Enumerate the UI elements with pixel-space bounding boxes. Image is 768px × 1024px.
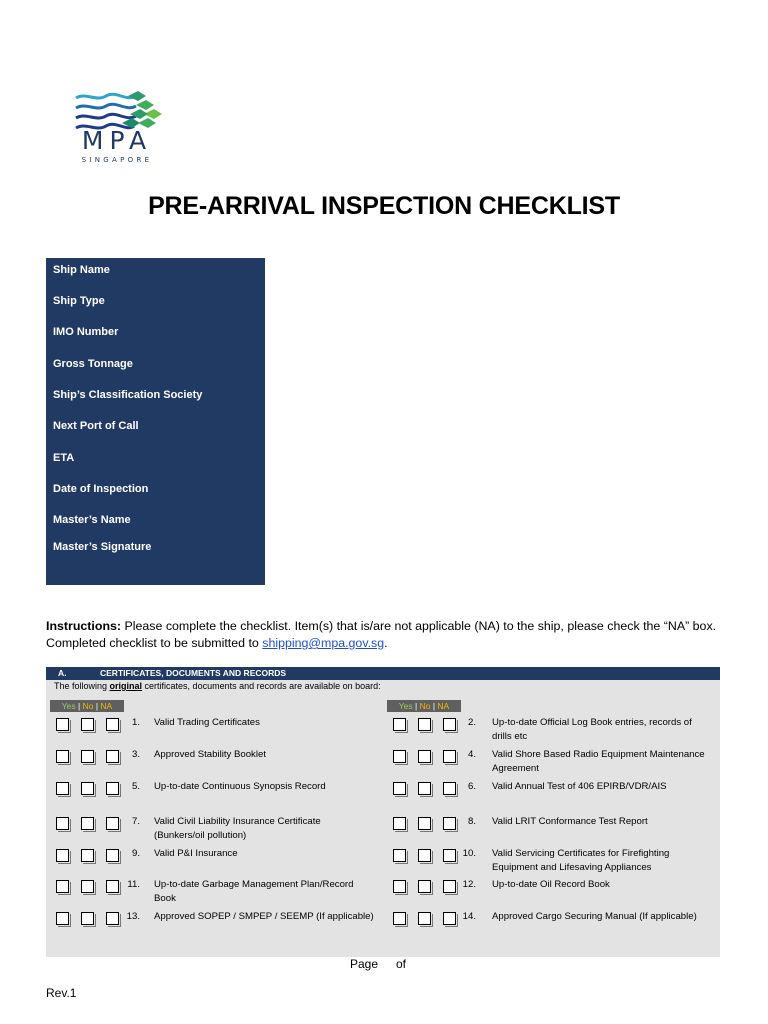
checkbox-yes[interactable] [393,718,406,731]
checkbox-no[interactable] [418,880,431,893]
section-intro [54,681,381,691]
item-text: Valid Servicing Certificates for Firefighting Equipment and Lifesaving Appliances [492,848,670,873]
yes-label: Yes [61,701,76,711]
checkbox-no[interactable] [81,782,94,795]
checkbox-yes[interactable] [393,782,406,795]
checkbox-yes[interactable] [56,849,69,862]
item-number: 6. [467,781,476,792]
checkbox-yes[interactable] [56,880,69,893]
checkbox-no[interactable] [418,849,431,862]
checkbox-no[interactable] [81,912,94,925]
checkbox-yes[interactable] [56,718,69,731]
instructions-end: . [384,636,388,650]
separator: | [75,701,83,711]
ship-field-label: Ship Name [53,264,110,276]
ship-field-label: Master’s Signature [53,541,152,553]
yes-label: Yes [398,701,413,711]
instructions-text: Please complete the checklist. Item(s) that is/are not applicable (NA) to the ship, please check the “NA” box. Completed checklist to be submitted to [46,619,717,650]
instructions [46,618,726,652]
yes-no-na-header [387,700,461,712]
revision: Rev.1 [46,986,77,1000]
checkbox-no[interactable] [81,849,94,862]
intro-text: certificates, documents and records are available on board: [142,681,381,691]
item-text: Approved SOPEP / SMPEP / SEEMP (If applicable) [154,911,374,922]
item-number: 4. [467,749,476,760]
section-letter: A. [58,668,67,678]
no-label: No [419,701,431,711]
item-number: 8. [467,816,476,827]
checkbox-no[interactable] [81,718,94,731]
item-number: 2. [467,717,476,728]
checkbox-yes[interactable] [393,912,406,925]
checkbox-yes[interactable] [393,817,406,830]
checkbox-no[interactable] [418,718,431,731]
separator: | [430,701,438,711]
section-header [46,667,720,680]
item-number: 7. [131,816,140,827]
ship-field-label: ETA [53,452,75,464]
ship-info-panel [46,258,265,585]
item-number: 12. [462,879,476,890]
ship-field-label: Ship Type [53,295,105,307]
section-title: CERTIFICATES, DOCUMENTS AND RECORDS [100,668,287,678]
item-number: 11. [127,879,140,890]
ship-field-label: Next Port of Call [53,420,139,432]
ship-field-label: Date of Inspection [53,483,149,495]
item-number: 14. [462,911,476,922]
checkbox-no[interactable] [81,750,94,763]
checkbox-no[interactable] [418,782,431,795]
na-label: NA [437,701,450,711]
checkbox-yes[interactable] [393,750,406,763]
instructions-lead: Instructions: [46,619,122,633]
item-number: 1. [131,717,140,728]
of-label: of [396,957,407,971]
item-text: Valid Shore Based Radio Equipment Maintenance Agreement [492,749,705,774]
item-text: Up-to-date Oil Record Book [492,879,610,890]
checkbox-no[interactable] [418,912,431,925]
item-number: 5. [131,781,140,792]
item-text: Up-to-date Official Log Book entries, records of drills etc [492,717,692,742]
item-text: Approved Cargo Securing Manual (If applicable) [492,911,697,922]
section-certificates [46,667,720,957]
intro-bold: original [109,681,143,691]
item-number: 13. [126,911,140,922]
na-label: NA [100,701,113,711]
item-text: Valid LRIT Conformance Test Report [492,816,648,827]
item-text: Up-to-date Garbage Management Plan/Record Book [154,879,354,904]
checkbox-yes[interactable] [56,817,69,830]
item-text: Up-to-date Continuous Synopsis Record [154,781,326,792]
ship-field-label: Ship’s Classification Society [53,389,203,401]
item-text: Valid Annual Test of 406 EPIRB/VDR/AIS [492,781,667,792]
checkbox-no[interactable] [418,750,431,763]
item-text: Valid Civil Liability Insurance Certificate (Bunkers/oil pollution) [154,816,321,841]
logo-name: MPA [81,126,153,155]
page-title: PRE-ARRIVAL INSPECTION CHECKLIST [148,192,620,220]
checkbox-yes[interactable] [56,782,69,795]
item-text: Approved Stability Booklet [154,749,266,760]
logo-subtitle: SINGAPORE [81,156,153,164]
item-text: Valid P&I Insurance [154,848,238,859]
ship-field-label: Master’s Name [53,514,131,526]
checkbox-no[interactable] [81,880,94,893]
separator: | [412,701,420,711]
checkbox-no[interactable] [81,817,94,830]
checkbox-yes[interactable] [56,750,69,763]
page-label: Page [350,957,379,971]
intro-text: The following [54,681,110,691]
item-number: 10. [462,848,476,859]
item-text: Valid Trading Certificates [154,717,260,728]
checkbox-yes[interactable] [393,880,406,893]
checkbox-yes[interactable] [56,912,69,925]
item-number: 3. [131,749,140,760]
no-label: No [82,701,94,711]
yes-no-na-header [50,700,124,712]
email-link[interactable]: shipping@mpa.gov.sg [262,636,385,650]
separator: | [93,701,101,711]
checkbox-no[interactable] [418,817,431,830]
ship-field-label: IMO Number [53,326,119,338]
ship-field-label: Gross Tonnage [53,358,133,370]
checkbox-yes[interactable] [393,849,406,862]
item-number: 9. [131,848,140,859]
